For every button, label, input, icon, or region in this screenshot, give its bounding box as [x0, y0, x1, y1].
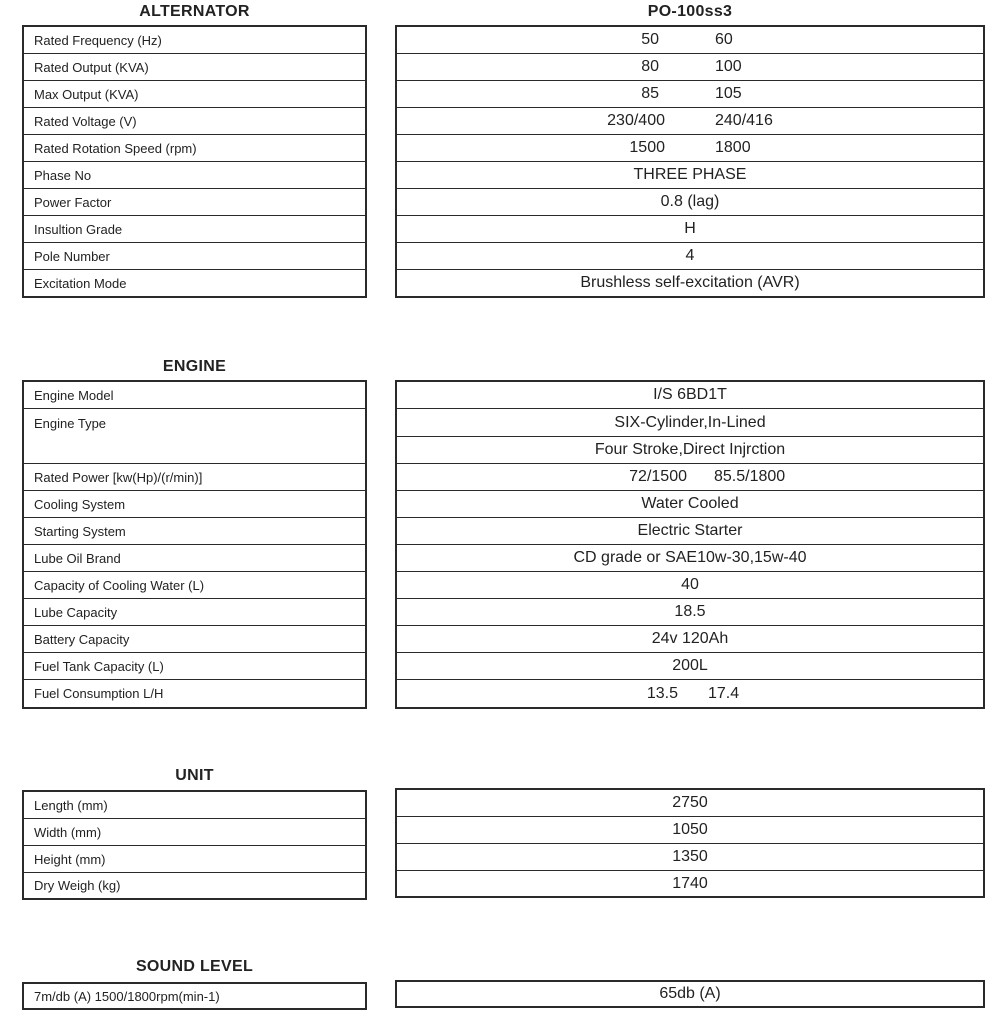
value-60hz: 60	[715, 31, 733, 48]
label-cell: Pole Number	[24, 243, 365, 270]
value-cell: CD grade or SAE10w-30,15w-40	[397, 545, 983, 572]
value-cell: 40	[397, 572, 983, 599]
value-cell: 24v 120Ah	[397, 626, 983, 653]
label-cell: Dry Weigh (kg)	[34, 878, 121, 893]
value-cell	[397, 81, 983, 108]
label-cell: Fuel Tank Capacity (L)	[24, 653, 365, 680]
value-cell: SIX-Cylinder,In-Lined	[397, 409, 983, 437]
label-cell: Rated Voltage (V)	[24, 108, 365, 135]
value-cell: 2750	[397, 790, 983, 817]
value-60hz: 85.5/1800	[714, 468, 786, 485]
value-cell	[397, 27, 983, 54]
value-50hz: 72/1500	[629, 468, 687, 485]
sound-level-heading: SOUND LEVEL	[135, 958, 254, 975]
label-cell: Excitation Mode	[34, 275, 127, 291]
label-cell: Engine Model	[24, 382, 365, 409]
label-cell: Battery Capacity	[24, 626, 365, 653]
value-60hz: 17.4	[708, 684, 740, 702]
value-50hz: 80	[641, 58, 659, 75]
value-cell: 200L	[397, 653, 983, 680]
label-cell: Fuel Consumption L/H	[34, 686, 164, 701]
value-cell: 65db (A)	[659, 985, 721, 1002]
label-cell: Length (mm)	[24, 792, 365, 819]
alternator-heading: ALTERNATOR	[139, 3, 250, 20]
value-cell: Four Stroke,Direct Injrction	[397, 437, 983, 464]
value-cell: Electric Starter	[397, 518, 983, 545]
model-heading: PO-100ss3	[647, 3, 733, 20]
value-cell	[397, 54, 983, 81]
label-cell: Lube Capacity	[24, 599, 365, 626]
value-cell: 1050	[397, 817, 983, 844]
value-60hz: 105	[715, 85, 742, 102]
value-cell: Brushless self-excitation (AVR)	[580, 274, 800, 291]
value-cell: H	[397, 216, 983, 243]
value-cell: THREE PHASE	[397, 162, 983, 189]
value-cell	[397, 135, 983, 162]
label-cell: Phase No	[24, 162, 365, 189]
sound-value-table	[395, 980, 985, 1008]
value-60hz: 100	[715, 58, 742, 75]
label-cell: Max Output (KVA)	[24, 81, 365, 108]
value-cell: 4	[397, 243, 983, 270]
alternator-label-table	[22, 25, 367, 298]
sound-label-table	[22, 982, 367, 1010]
value-cell: 0.8 (lag)	[397, 189, 983, 216]
value-50hz: 85	[641, 85, 659, 102]
label-cell: Rated Frequency (Hz)	[24, 27, 365, 54]
value-50hz: 230/400	[607, 112, 665, 129]
label-cell: Rated Rotation Speed (rpm)	[24, 135, 365, 162]
label-cell: Height (mm)	[24, 846, 365, 873]
label-cell: Power Factor	[24, 189, 365, 216]
value-cell: Water Cooled	[397, 491, 983, 518]
label-cell: Engine Type	[24, 409, 365, 464]
value-cell: 1740	[672, 874, 708, 892]
label-cell: 7m/db (A) 1500/1800rpm(min-1)	[34, 988, 220, 1004]
label-cell: Starting System	[24, 518, 365, 545]
value-cell: 1350	[397, 844, 983, 871]
label-cell: Width (mm)	[24, 819, 365, 846]
value-60hz: 240/416	[715, 112, 773, 129]
label-cell: Capacity of Cooling Water (L)	[24, 572, 365, 599]
value-60hz: 1800	[715, 139, 751, 156]
value-cell: 18.5	[397, 599, 983, 626]
label-cell: Rated Power [kw(Hp)/(r/min)]	[24, 464, 365, 491]
engine-label-table	[22, 380, 367, 709]
unit-value-table	[395, 788, 985, 898]
label-cell: Rated Output (KVA)	[24, 54, 365, 81]
unit-label-table	[22, 790, 367, 900]
engine-value-table	[395, 380, 985, 709]
label-cell: Cooling System	[24, 491, 365, 518]
value-50hz: 1500	[629, 139, 665, 156]
value-cell	[397, 108, 983, 135]
engine-heading: ENGINE	[162, 358, 227, 375]
label-cell: Insultion Grade	[24, 216, 365, 243]
alternator-value-table	[395, 25, 985, 298]
value-cell	[397, 464, 983, 491]
value-cell: I/S 6BD1T	[397, 382, 983, 409]
unit-heading: UNIT	[175, 767, 214, 784]
value-cell	[397, 680, 983, 707]
value-50hz: 13.5	[646, 684, 678, 702]
label-cell: Lube Oil Brand	[24, 545, 365, 572]
value-50hz: 50	[641, 31, 659, 48]
